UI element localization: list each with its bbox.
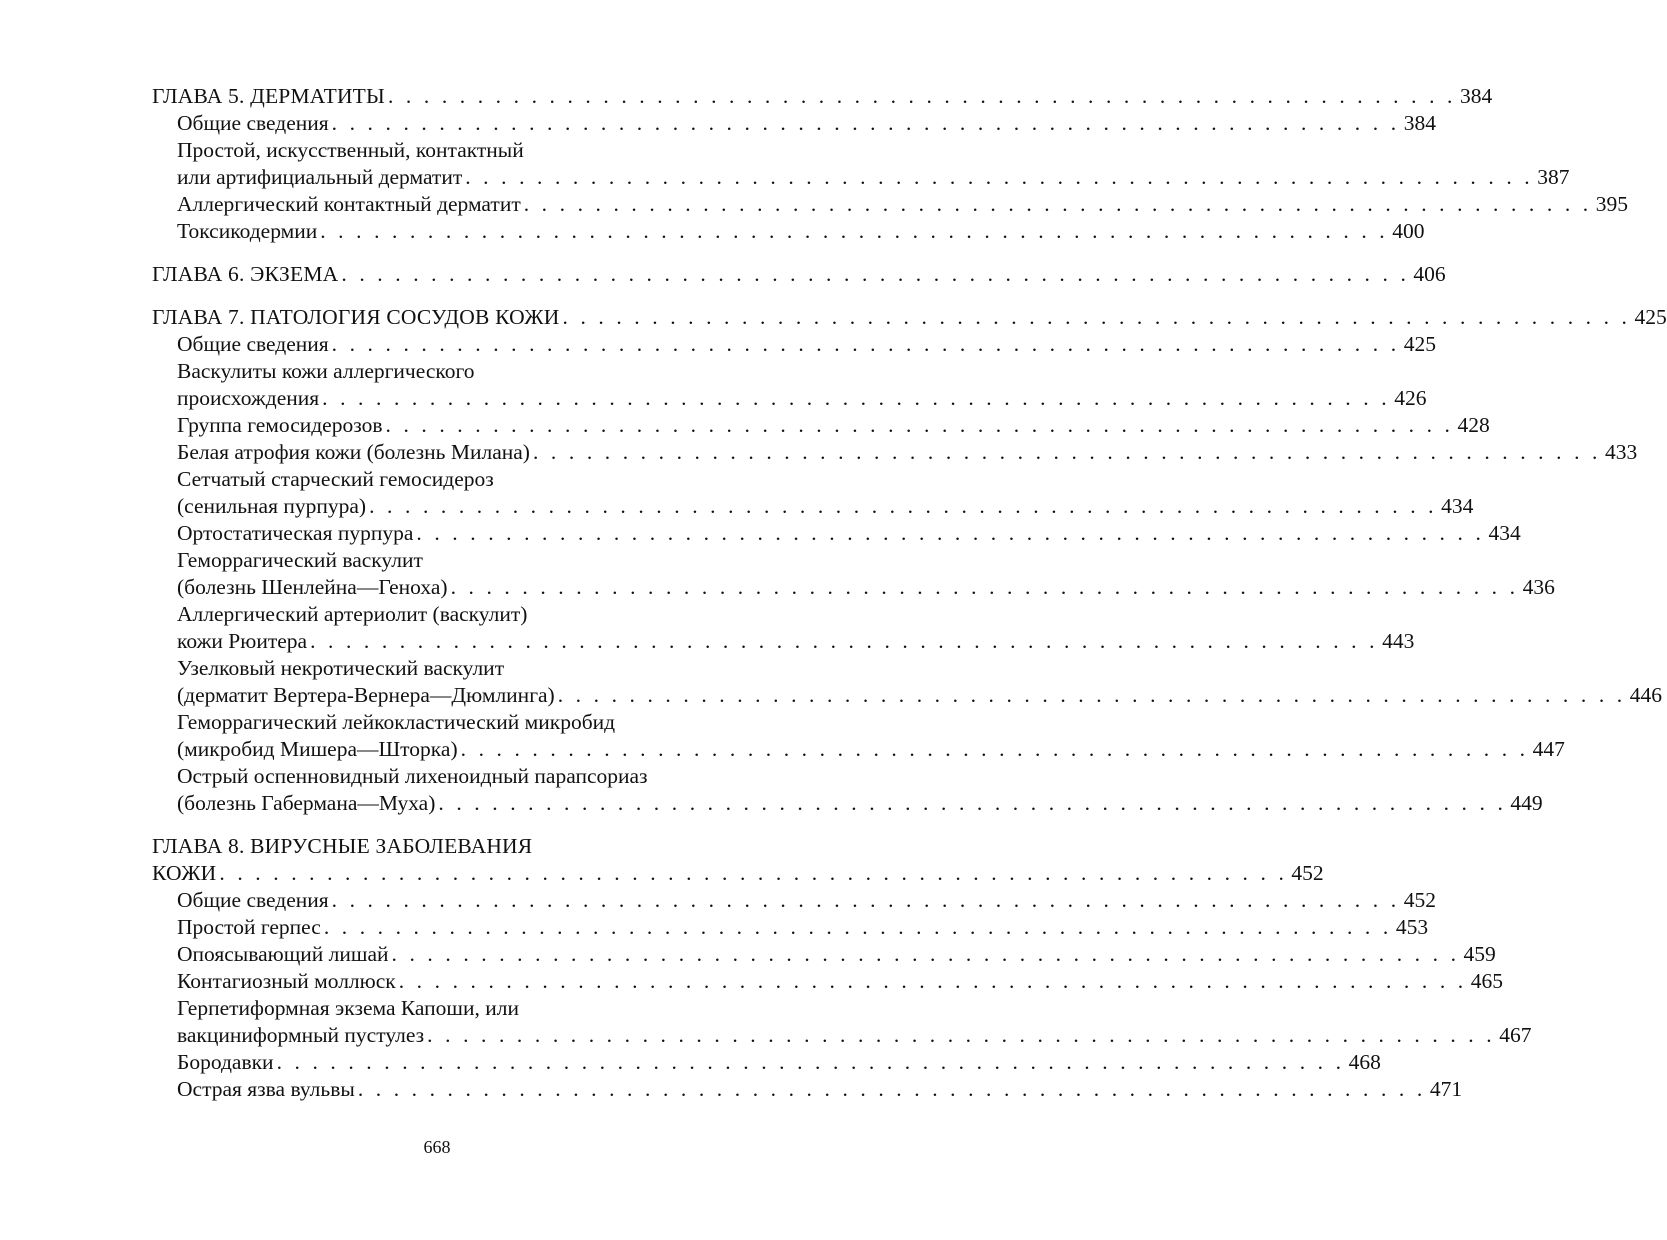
entry-line <box>177 331 1436 358</box>
entry-title: Ортостатическая пурпура <box>177 521 414 545</box>
toc-entry <box>177 191 1628 218</box>
entry-line <box>177 914 1429 941</box>
entry-line <box>177 790 1543 817</box>
toc-entry <box>177 1076 1463 1103</box>
page-ref: 452 <box>1403 888 1436 912</box>
toc-chapter <box>152 83 1628 245</box>
dot-leader: . . . . . . . . . . . . . . . . . . . . . . . . . . . . . . . . . . . . . . . . . . . . . . . . . . . . . . . . . . . . <box>427 1023 1496 1047</box>
toc-entry <box>177 547 1555 601</box>
entry-title: Сетчатый старческий гемосидероз <box>177 467 494 491</box>
entry-title: Аллергический контактный дерматит <box>177 192 521 216</box>
entry-line <box>177 110 1436 137</box>
page-ref: 434 <box>1441 494 1474 518</box>
page-ref: 452 <box>1291 861 1324 885</box>
page-ref: 384 <box>1403 111 1436 135</box>
page-ref: 395 <box>1595 192 1628 216</box>
entry-title: (болезнь Габермана—Муха) <box>177 791 436 815</box>
table-of-contents <box>152 83 1667 1103</box>
entry-title: Герпетиформная экзема Капоши, или <box>177 996 519 1020</box>
chapter-title: КОЖИ <box>152 861 217 885</box>
entry-line <box>177 466 716 493</box>
toc-entry <box>177 466 1474 520</box>
dot-leader: . . . . . . . . . . . . . . . . . . . . . . . . . . . . . . . . . . . . . . . . . . . . . . . . . . . . . . . . . . . . <box>450 575 1519 599</box>
page-ref: 446 <box>1629 683 1662 707</box>
entry-line <box>177 601 716 628</box>
entry-line <box>177 1049 1381 1076</box>
chapter-heading <box>152 83 1493 110</box>
dot-leader: . . . . . . . . . . . . . . . . . . . . . . . . . . . . . . . . . . . . . . . . . . . . . . . . . . . . . . . . . . . . <box>387 84 1456 108</box>
entry-title: Геморрагический васкулит <box>177 548 423 572</box>
entry-line <box>177 439 1638 466</box>
entry-line <box>177 682 1662 709</box>
entry-title: Опоясывающий лишай <box>177 942 389 966</box>
toc-chapter <box>152 833 1532 1103</box>
chapter-entries <box>152 887 1532 1103</box>
page-ref: 387 <box>1537 165 1570 189</box>
toc-entry <box>177 941 1496 968</box>
page-ref: 449 <box>1510 791 1543 815</box>
page-ref: 434 <box>1488 521 1521 545</box>
entry-title: Васкулиты кожи аллергического <box>177 359 475 383</box>
dot-leader: . . . . . . . . . . . . . . . . . . . . . . . . . . . . . . . . . . . . . . . . . . . . . . . . . . . . . . . . . . . . <box>310 629 1379 653</box>
chapter-title: ГЛАВА 6. ЭКЗЕМА <box>152 262 339 286</box>
page-ref: 428 <box>1457 413 1490 437</box>
entry-line <box>177 358 716 385</box>
entry-line <box>177 218 1425 245</box>
entry-title: Токсикодермии <box>177 219 318 243</box>
entry-title: Аллергический артериолит (васкулит) <box>177 602 528 626</box>
entry-line <box>177 1022 1532 1049</box>
chapter-heading <box>152 261 1446 288</box>
entry-line <box>177 547 716 574</box>
toc-chapter <box>152 304 1667 817</box>
toc-entry <box>177 968 1503 995</box>
page-ref: 433 <box>1605 440 1638 464</box>
dot-leader: . . . . . . . . . . . . . . . . . . . . . . . . . . . . . . . . . . . . . . . . . . . . . . . . . . . . . . . . . . . . <box>416 521 1485 545</box>
page-ref: 400 <box>1392 219 1425 243</box>
dot-leader: . . . . . . . . . . . . . . . . . . . . . . . . . . . . . . . . . . . . . . . . . . . . . . . . . . . . . . . . . . . . <box>322 386 1391 410</box>
page-ref: 447 <box>1532 737 1565 761</box>
chapter-title: ГЛАВА 5. ДЕРМАТИТЫ <box>152 84 385 108</box>
entry-title: Контагиозный моллюск <box>177 969 396 993</box>
entry-title: (микробид Мишера—Шторка) <box>177 737 458 761</box>
toc-entry <box>177 331 1436 358</box>
entry-line <box>177 763 716 790</box>
chapter-title-line <box>152 83 1493 110</box>
entry-line <box>177 941 1496 968</box>
dot-leader: . . . . . . . . . . . . . . . . . . . . . . . . . . . . . . . . . . . . . . . . . . . . . . . . . . . . . . . . . . . . <box>341 262 1410 286</box>
page-ref: 425 <box>1634 305 1667 329</box>
entry-line <box>177 164 1570 191</box>
dot-leader: . . . . . . . . . . . . . . . . . . . . . . . . . . . . . . . . . . . . . . . . . . . . . . . . . . . . . . . . . . . . <box>460 737 1529 761</box>
dot-leader: . . . . . . . . . . . . . . . . . . . . . . . . . . . . . . . . . . . . . . . . . . . . . . . . . . . . . . . . . . . . <box>465 165 1534 189</box>
page-ref: 384 <box>1460 84 1493 108</box>
entry-title: Простой, искусственный, контактный <box>177 138 524 162</box>
page-ref: 443 <box>1382 629 1415 653</box>
toc-entry <box>177 218 1425 245</box>
dot-leader: . . . . . . . . . . . . . . . . . . . . . . . . . . . . . . . . . . . . . . . . . . . . . . . . . . . . . . . . . . . . <box>398 969 1467 993</box>
chapter-title-line <box>152 304 1667 331</box>
entry-line <box>177 493 1474 520</box>
toc-entry <box>177 110 1436 137</box>
entry-line <box>177 574 1555 601</box>
entry-title: Общие сведения <box>177 888 329 912</box>
toc-entry <box>177 520 1521 547</box>
chapter-heading <box>152 304 1667 331</box>
toc-entry <box>177 439 1638 466</box>
toc-entry <box>177 763 1543 817</box>
entry-line <box>177 412 1490 439</box>
toc-entry <box>177 1049 1381 1076</box>
toc-entry <box>177 709 1565 763</box>
entry-title: вакциниформный пустулез <box>177 1023 425 1047</box>
entry-line <box>177 655 716 682</box>
entry-line <box>177 995 716 1022</box>
entry-line <box>177 191 1628 218</box>
toc-chapter <box>152 261 1446 288</box>
page-ref: 471 <box>1429 1077 1463 1101</box>
toc-entry <box>177 914 1429 941</box>
entry-title: кожи Рюитера <box>177 629 308 653</box>
entry-title: (дерматит Вертера-Вернера—Дюмлинга) <box>177 683 555 707</box>
dot-leader: . . . . . . . . . . . . . . . . . . . . . . . . . . . . . . . . . . . . . . . . . . . . . . . . . . . . . . . . . . . . <box>369 494 1438 518</box>
chapter-title: ГЛАВА 7. ПАТОЛОГИЯ СОСУДОВ КОЖИ <box>152 305 560 329</box>
page-ref: 453 <box>1395 915 1429 939</box>
dot-leader: . . . . . . . . . . . . . . . . . . . . . . . . . . . . . . . . . . . . . . . . . . . . . . . . . . . . . . . . . . . . <box>391 942 1460 966</box>
entry-title: Группа гемосидерозов <box>177 413 383 437</box>
chapter-title-line <box>152 833 716 860</box>
chapter-entries <box>152 110 1628 245</box>
dot-leader: . . . . . . . . . . . . . . . . . . . . . . . . . . . . . . . . . . . . . . . . . . . . . . . . . . . . . . . . . . . . <box>357 1077 1426 1101</box>
dot-leader: . . . . . . . . . . . . . . . . . . . . . . . . . . . . . . . . . . . . . . . . . . . . . . . . . . . . . . . . . . . . <box>331 332 1400 356</box>
dot-leader: . . . . . . . . . . . . . . . . . . . . . . . . . . . . . . . . . . . . . . . . . . . . . . . . . . . . . . . . . . . . <box>562 305 1631 329</box>
chapter-title: ГЛАВА 8. ВИРУСНЫЕ ЗАБОЛЕВАНИЯ <box>152 834 533 858</box>
page-ref: 467 <box>1499 1023 1532 1047</box>
dot-leader: . . . . . . . . . . . . . . . . . . . . . . . . . . . . . . . . . . . . . . . . . . . . . . . . . . . . . . . . . . . . <box>331 888 1400 912</box>
entry-title: Острая язва вульвы <box>177 1077 355 1101</box>
entry-line <box>177 520 1521 547</box>
toc-entry <box>177 601 1415 655</box>
page-ref: 459 <box>1463 942 1496 966</box>
entry-title: Простой герпес <box>177 915 321 939</box>
dot-leader: . . . . . . . . . . . . . . . . . . . . . . . . . . . . . . . . . . . . . . . . . . . . . . . . . . . . . . . . . . . . <box>385 413 1454 437</box>
chapter-heading <box>152 833 1324 887</box>
chapter-title-line <box>152 261 1446 288</box>
entry-title: или артифициальный дерматит <box>177 165 463 189</box>
page-number: 668 <box>423 1137 451 1157</box>
dot-leader: . . . . . . . . . . . . . . . . . . . . . . . . . . . . . . . . . . . . . . . . . . . . . . . . . . . . . . . . . . . . <box>219 861 1288 885</box>
entry-title: Общие сведения <box>177 111 329 135</box>
toc-entry <box>177 655 1662 709</box>
entry-line <box>177 736 1565 763</box>
page-ref: 426 <box>1394 386 1427 410</box>
entry-title: (болезнь Шенлейна—Геноха) <box>177 575 448 599</box>
dot-leader: . . . . . . . . . . . . . . . . . . . . . . . . . . . . . . . . . . . . . . . . . . . . . . . . . . . . . . . . . . . . <box>331 111 1400 135</box>
toc-entry <box>177 412 1490 439</box>
dot-leader: . . . . . . . . . . . . . . . . . . . . . . . . . . . . . . . . . . . . . . . . . . . . . . . . . . . . . . . . . . . . <box>438 791 1507 815</box>
page-ref: 465 <box>1470 969 1503 993</box>
page-ref: 436 <box>1522 575 1555 599</box>
entry-title: Белая атрофия кожи (болезнь Милана) <box>177 440 530 464</box>
entry-title: Узелковый некротический васкулит <box>177 656 505 680</box>
page-ref: 406 <box>1413 262 1446 286</box>
entry-line <box>177 628 1415 655</box>
dot-leader: . . . . . . . . . . . . . . . . . . . . . . . . . . . . . . . . . . . . . . . . . . . . . . . . . . . . . . . . . . . . <box>523 192 1592 216</box>
entry-line <box>177 1076 1463 1103</box>
toc-entry <box>177 995 1532 1049</box>
entry-line <box>177 709 716 736</box>
toc-entry <box>177 137 1570 191</box>
entry-line <box>177 968 1503 995</box>
entry-line <box>177 385 1427 412</box>
page-ref: 425 <box>1403 332 1436 356</box>
dot-leader: . . . . . . . . . . . . . . . . . . . . . . . . . . . . . . . . . . . . . . . . . . . . . . . . . . . . . . . . . . . . <box>320 219 1389 243</box>
entry-title: происхождения <box>177 386 320 410</box>
dot-leader: . . . . . . . . . . . . . . . . . . . . . . . . . . . . . . . . . . . . . . . . . . . . . . . . . . . . . . . . . . . . <box>532 440 1601 464</box>
entry-line <box>177 887 1436 914</box>
dot-leader: . . . . . . . . . . . . . . . . . . . . . . . . . . . . . . . . . . . . . . . . . . . . . . . . . . . . . . . . . . . . <box>557 683 1626 707</box>
toc-entry <box>177 358 1427 412</box>
entry-title: (сенильная пурпура) <box>177 494 367 518</box>
page-ref: 468 <box>1348 1050 1381 1074</box>
toc-entry <box>177 887 1436 914</box>
dot-leader: . . . . . . . . . . . . . . . . . . . . . . . . . . . . . . . . . . . . . . . . . . . . . . . . . . . . . . . . . . . . <box>276 1050 1345 1074</box>
entry-line <box>177 137 716 164</box>
entry-title: Бородавки <box>177 1050 274 1074</box>
entry-title: Общие сведения <box>177 332 329 356</box>
entry-title: Геморрагический лейкокластический микробид <box>177 710 616 734</box>
dot-leader: . . . . . . . . . . . . . . . . . . . . . . . . . . . . . . . . . . . . . . . . . . . . . . . . . . . . . . . . . . . . <box>323 915 1392 939</box>
chapter-entries <box>152 331 1662 817</box>
entry-title: Острый оспенновидный лихеноидный парапсориаз <box>177 764 648 788</box>
chapter-title-line <box>152 860 1324 887</box>
